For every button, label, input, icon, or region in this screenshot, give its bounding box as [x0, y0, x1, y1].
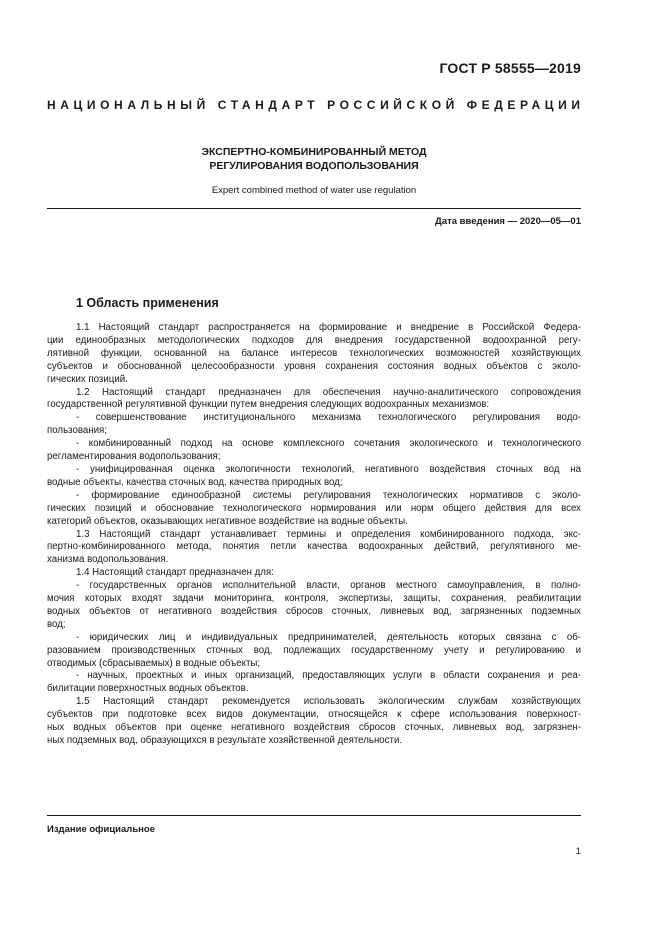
- body-line: ных водных объектов при оценке негативного воздействия сбросов сточных, ливневых вод, загрязнен-: [47, 722, 581, 734]
- footer-divider: [47, 815, 581, 816]
- body-line: ных подземных вод, образующихся в результате хозяйственной деятельности.: [47, 735, 403, 746]
- body-line: - комбинированный подход на основе комплексного сочетания экологического и технологического: [76, 438, 581, 450]
- body-line: - юридических лиц и индивидуальных предпринимателей, деятельность которых связана с об-: [76, 631, 581, 643]
- body-line: водных объектов от негативного воздействия сбросов сточных, ливневых вод, загрязненных подземных: [47, 605, 581, 617]
- body-line: - научных, проектных и иных организаций, предоставляющих услуги в области сохранения и реа-: [76, 670, 581, 682]
- official-edition-label: Издание официальное: [47, 824, 155, 835]
- body-line: гических позиций.: [47, 373, 128, 385]
- body-line: - унифицированная оценка экологичности технологий, негативного воздействия сточных вод на: [76, 463, 581, 475]
- body-line: 1.4 Настоящий стандарт предназначен для:: [76, 567, 274, 579]
- page-number: 1: [575, 846, 581, 857]
- section-heading: 1 Область применения: [76, 296, 219, 310]
- title-line-1: ЭКСПЕРТНО-КОМБИНИРОВАННЫЙ МЕТОД: [201, 146, 427, 158]
- title-line-2: РЕГУЛИРОВАНИЯ ВОДОПОЛЬЗОВАНИЯ: [209, 160, 419, 172]
- body-line: ции единообразных методологических подходов для внедрения государственной водоохранной регу-: [47, 334, 581, 346]
- body-line: - государственных органов исполнительной власти, органов местного самоуправления, в полно-: [76, 580, 581, 592]
- body-line: вод;: [47, 618, 66, 630]
- body-line: - совершенствование институционального механизма технологического регулирования водо-: [76, 412, 581, 424]
- body-line: субъектов и обоснованной целесообразности уровня сохранения состояния водных объектов с эколо-: [47, 360, 581, 372]
- body-line: регламентирования водопользования;: [47, 451, 221, 463]
- introduction-date: Дата введения — 2020—05—01: [435, 216, 581, 227]
- body-line: мочия которых входят задачи мониторинга, контроля, экспертизы, защиты, сохранения, реабилитации: [47, 593, 581, 605]
- body-line: гических позиций и обоснование технологического нормирования или норм общего действия для всех: [47, 502, 581, 514]
- body-line: 1.3 Настоящий стандарт устанавливает термины и определения комбинированного подхода, экс-: [76, 528, 581, 540]
- body-line: пользования;: [47, 425, 107, 437]
- body-line: - формирование единообразной системы регулирования технологических нормативов с эколо-: [76, 489, 581, 501]
- body-line: билитации поверхностных водных объектов.: [47, 683, 249, 695]
- header-divider: [47, 208, 581, 209]
- body-line: субъектов при подготовке всех видов документации, относящейся к сфере использования поверхност-: [47, 709, 581, 721]
- section-body: [47, 322, 581, 748]
- english-title: Expert combined method of water use regulation: [211, 185, 417, 196]
- body-line: 1.2 Настоящий стандарт предназначен для обеспечения научно-аналитического сопровождения: [76, 386, 581, 398]
- body-line: 1.1 Настоящий стандарт распространяется на формирование и внедрение в Российской Федера-: [76, 322, 581, 333]
- body-line: государственной регулятивной функции путем внедрения следующих водоохранных механизмов:: [47, 399, 490, 411]
- body-line: категорий объектов, оказывающих негативное воздействие на водные объекты.: [47, 515, 408, 527]
- document-title: [47, 145, 581, 173]
- document-code: ГОСТ Р 58555—2019: [439, 60, 581, 76]
- body-line: отводимых (сбрасываемых) в водные объекты;: [47, 657, 261, 669]
- body-line: разованием производственных сточных вод, подлежащих государственному учету и регулированию и: [47, 644, 581, 656]
- body-line: пертно-комбинированного метода, понятия петли качества водоохранных действий, регулятивного ме-: [47, 541, 581, 553]
- body-line: 1.5 Настоящий стандарт рекомендуется использовать экологическим службам хозяйствующих: [76, 696, 581, 708]
- national-standard-heading: НАЦИОНАЛЬНЫЙ СТАНДАРТ РОССИЙСКОЙ ФЕДЕРАЦИИ: [47, 98, 585, 112]
- body-line: ханизма водопользования.: [47, 554, 169, 566]
- body-line: водные объекты, качества сточных вод, качества природных вод;: [47, 476, 343, 488]
- body-line: лятивной функции, основанной на балансе интересов технологических возможностей хозяйствующих: [47, 347, 581, 359]
